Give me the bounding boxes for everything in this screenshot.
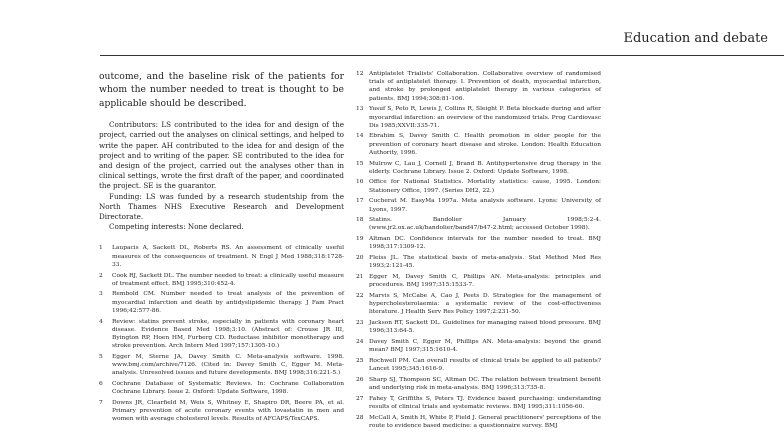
reference-item (356, 357, 601, 373)
reference-text: Statins. Bandolier January 1998;5:2-4. (www.jr2.ox.ac.uk/bandolier/band47/b47-2.html; accessed October 1998). (369, 217, 601, 232)
reference-item (356, 273, 601, 289)
reference-text: Cook RJ, Sackett DL. The number needed to treat: a clinically useful measure of treatment effect. BMJ 1995;310:452-4. (112, 272, 344, 287)
reference-text: Cucherat M. EasyMa 1997a. Meta analysis software. Lyons: University of Lyons, 1997. (369, 198, 601, 213)
reference-text: Altman DC. Confidence intervals for the number needed to treat. BMJ 1998;317:1309-12. (369, 236, 601, 251)
reference-item (99, 272, 344, 288)
reference-item (356, 160, 601, 176)
reference-text: Fahey T, Griffiths S, Peters TJ. Evidence based purchasing: understanding results of clinical trials and systematic reviews. BMJ 1995;311:1056-60. (369, 395, 601, 410)
reference-number: 4 (99, 318, 103, 325)
reference-number: 17 (356, 198, 364, 205)
reference-item (356, 338, 601, 354)
reference-item (356, 132, 601, 157)
reference-number: 15 (356, 160, 364, 167)
reference-number: 13 (356, 106, 364, 113)
reference-text: Office for National Statistics. Mortality statistics: cause, 1995. London: Stationery Office, 1997. (Series DH2, 22.) (369, 179, 601, 194)
header-rule (100, 55, 784, 56)
reference-item (356, 70, 601, 103)
reference-number: 16 (356, 179, 364, 186)
reference-item (356, 235, 601, 251)
reference-text: Review: statins prevent stroke, especially in patients with coronary heart disease. Evidence Based Med 1998;3:10. (Abstract of: Crouse JR III, Byington RP, Hoen HM, Furberg CD. Reductase inhibitor monotherapy and stroke prevention. Arch Intern Med 1997;157:1305-10.) (112, 318, 344, 350)
reference-list-left (99, 244, 344, 423)
reference-number: 27 (356, 395, 364, 402)
reference-text: Rembold CM. Number needed to treat analysis of the prevention of myocardial infarction and death by antidyslipidemic therapy. J Fam Pract 1996;42:577-86. (112, 291, 344, 314)
reference-text: McCall A, Smith H, White P, Field J. General practitioners' perceptions of the route to evidence based medicine: a questionnaire survey. BMJ (369, 414, 601, 429)
intro-paragraph: outcome, and the baseline risk of the patients for whom the number needed to treat is thought to be applicable should be described. (99, 71, 344, 109)
reference-number: 7 (99, 399, 103, 406)
reference-text: Fleiss JL. The statistical basis of meta-analysis. Stat Method Med Res 1993;2:121-45. (369, 255, 601, 270)
reference-item (99, 399, 344, 424)
reference-item (356, 105, 601, 130)
reference-text: Yusuf S, Peto R, Lewis J, Collins R, Sleight P. Beta blockade during and after myocardial infarction: an overview of the randomized trials. Prog Cardiovasc Dis 1985;XXVII:335-71. (369, 106, 601, 129)
reference-number: 20 (356, 255, 364, 262)
reference-item (99, 244, 344, 269)
reference-number: 3 (99, 291, 103, 298)
reference-number: 5 (99, 353, 103, 360)
reference-item (356, 376, 601, 392)
reference-text: Antiplatelet Trialists' Collaboration. Collaborative overview of randomised trials of antiplatelet therapy. I. Prevention of death, myocardial infarction, and stroke by prolonged antiplatelet therapy in various categories of patients. BMJ 1994;308:81-106. (369, 71, 601, 102)
reference-item (356, 178, 601, 194)
reference-item (99, 353, 344, 378)
reference-number: 19 (356, 236, 364, 243)
reference-number: 2 (99, 272, 103, 279)
section-title: Education and debate (623, 31, 768, 46)
reference-item (99, 380, 344, 396)
reference-text: Laupacis A, Sackett DL, Roberts RS. An assessment of clinically useful measures of the consequences of treatment. N Engl J Med 1988;318:1728-33. (112, 245, 344, 268)
reference-text: Davey Smith C, Egger M, Phillips AN. Meta-analysis: beyond the grand mean? BMJ 1997;315:1610-4. (369, 338, 601, 354)
reference-number: 23 (356, 319, 364, 326)
reference-item (356, 414, 601, 430)
reference-number: 21 (356, 273, 364, 280)
reference-item (356, 216, 601, 232)
reference-text: Ebrahim S, Davey Smith C. Health promotion in older people for the prevention of coronary heart disease and stroke. London: Health Education Authority, 1996. (369, 133, 601, 156)
reference-number: 1 (99, 245, 103, 252)
reference-text: Marvis S, McCabe A, Cao J, Peets D. Strategies for the management of hypercholesterolaemia: a systematic review of the cost-effectiveness literature. J Health Serv Res Policy 1997;2:231-50. (369, 292, 601, 316)
contributors-note: Contributors: LS contributed to the idea for and design of the project, carried out the analyses on clinical settings, and helped to write the paper. AH contributed to the idea for and design of the project and to writing of the paper. SE contributed to the idea for and design of the project, carried out the analyses other than in clinical settings, wrote the first draft of the paper, and coordinated the project. SE is the guarantor. (99, 120, 344, 191)
reference-item (356, 395, 601, 411)
left-column (99, 70, 344, 426)
reference-number: 25 (356, 357, 364, 364)
reference-text: Mulrow C, Lau J, Cornell J, Brand B. Antihypertensive drug therapy in the elderly. Cochrane Library. Issue 2. Oxford: Update Software, 1998. (369, 160, 601, 175)
reference-text: Egger M, Sterne JA, Davey Smith C. Meta-analysis software. 1998. www.bmj.com/archive/7126. (Cited in: Davey Smith C, Egger M. Meta-analysis. Unresolved issues and future developments. BMJ 1998;316:221-5.) (112, 353, 344, 377)
reference-number: 22 (356, 292, 364, 299)
reference-item (356, 319, 601, 335)
reference-number: 18 (356, 217, 364, 224)
competing-interests-note: Competing interests: None declared. (109, 222, 244, 232)
reference-number: 6 (99, 381, 103, 387)
reference-text: Rochwell PM. Can overall results of clinical trials be applied to all patients? Lancet 1995;345:1616-9. (369, 357, 601, 372)
reference-item (99, 318, 344, 351)
reference-text: Egger M, Davey Smith C, Phillips AN. Meta-analysis: principles and procedures. BMJ 1997;315:1533-7. (369, 273, 601, 289)
reference-text: Cochrane Database of Systematic Reviews. In: Cochrane Collaboration Cochrane Library. Issue 2. Oxford: Update Software, 1998. (112, 381, 344, 396)
reference-number: 24 (356, 338, 364, 345)
reference-text: Sharp SJ, Thompson SC, Altman DC. The relation between treatment benefit and underlying risk in meta-analysis. BMJ 1996;313:735-8. (369, 376, 601, 391)
right-column (356, 70, 601, 432)
reference-number: 12 (356, 71, 364, 77)
reference-list-right (356, 70, 601, 430)
funding-note: Funding: LS was funded by a research studentship from the North Thames NHS Executive Research and Development Directorate. (99, 191, 344, 222)
reference-item (356, 254, 601, 270)
reference-number: 28 (356, 414, 364, 421)
reference-number: 26 (356, 376, 364, 383)
reference-item (356, 292, 601, 317)
reference-text: Jackson RT, Sackett DL. Guidelines for managing raised blood pressure. BMJ 1996;313:64-5. (369, 319, 601, 335)
reference-item (99, 290, 344, 315)
reference-text: Downs JR, Clearfield M, Weis S, Whitney E, Shapiro DR, Beere PA, et al. Primary prevention of acute coronary events with lovastatin in men and women with average cholesterol levels. Results of AFCAPS/TexCAPS. (112, 399, 344, 423)
reference-number: 14 (356, 133, 364, 140)
reference-item (356, 197, 601, 213)
